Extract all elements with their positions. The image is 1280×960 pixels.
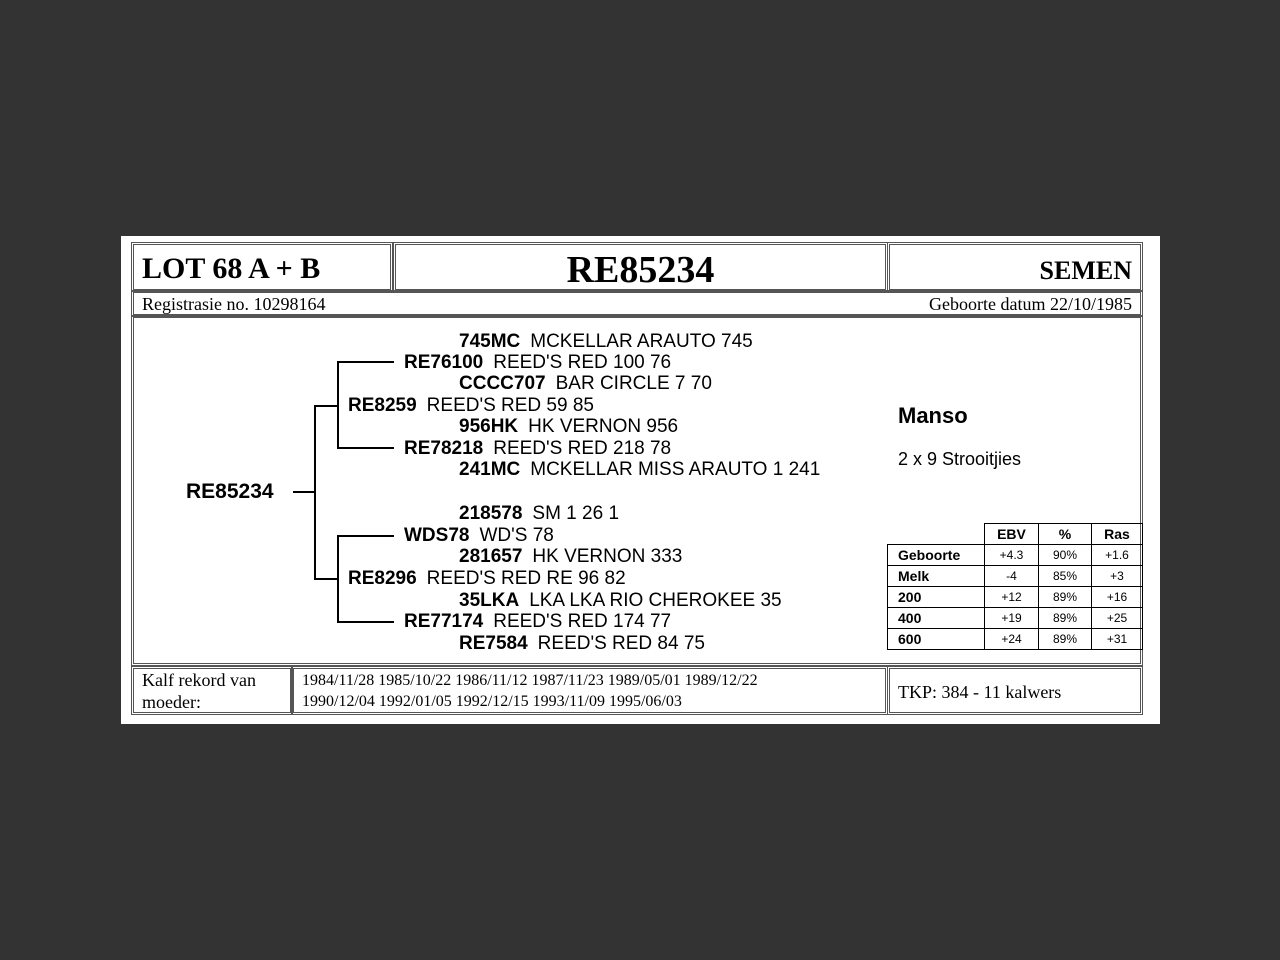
ebv-header-ras: Ras (1092, 524, 1143, 545)
animal-name: REED'S RED 174 77 (493, 611, 672, 632)
ebv-row-label: 600 (888, 629, 985, 650)
pedigree-sire-sire (404, 352, 671, 374)
animal-name: HK VERNON 956 (528, 416, 679, 437)
tree-dam-vertical (337, 535, 339, 623)
lot-box (131, 242, 393, 292)
pedigree-sire-dam (404, 438, 671, 460)
table-row (888, 608, 1143, 629)
ebv-breed-avg: +1.6 (1092, 545, 1143, 566)
tkp-summary: TKP: 384 - 11 kalwers (898, 682, 1062, 702)
tree-subject-stub (293, 491, 315, 493)
ebv-row-label: 200 (888, 587, 985, 608)
ebv-accuracy: 89% (1039, 587, 1092, 608)
pedigree-dam-sire (404, 525, 554, 547)
animal-code: 35LKA (459, 590, 520, 611)
animal-name: REED'S RED 84 75 (537, 633, 705, 654)
birth-date: Geboorte datum 22/10/1985 (929, 294, 1132, 314)
ebv-breed-avg: +31 (1092, 629, 1143, 650)
animal-name: WD'S 78 (479, 525, 554, 546)
tkp-box (887, 666, 1143, 715)
ebv-header-ebv: EBV (985, 524, 1039, 545)
animal-code: 745MC (459, 331, 521, 352)
animal-code: 218578 (459, 503, 523, 524)
ebv-header-percent: % (1039, 524, 1092, 545)
ebv-breed-avg: +16 (1092, 587, 1143, 608)
table-row (888, 566, 1143, 587)
animal-code: RE76100 (404, 352, 484, 373)
ebv-value: -4 (985, 566, 1039, 587)
ebv-table (887, 523, 1143, 650)
animal-name: REED'S RED RE 96 82 (426, 568, 626, 589)
animal-name: BAR CIRCLE 7 70 (555, 373, 712, 394)
animal-name: REED'S RED 59 85 (426, 395, 594, 416)
calf-record-label-line-1: Kalf rekord van (142, 670, 256, 690)
animal-name: SM 1 26 1 (532, 503, 620, 524)
tree-dam-dam-branch (337, 621, 394, 623)
animal-code: RE77174 (404, 611, 484, 632)
type-box (887, 242, 1143, 292)
tree-main-vertical (314, 405, 316, 580)
ebv-value: +24 (985, 629, 1039, 650)
calf-dates-box (291, 666, 888, 715)
ebv-header-blank (888, 524, 985, 545)
tree-sire-stub (314, 405, 337, 407)
ebv-breed-avg: +25 (1092, 608, 1143, 629)
ebv-value: +19 (985, 608, 1039, 629)
ebv-accuracy: 85% (1039, 566, 1092, 587)
registration-row (131, 290, 1143, 317)
straw-count: 2 x 9 Strooitjies (898, 449, 1022, 469)
animal-name: REED'S RED 100 76 (493, 352, 672, 373)
product-type: SEMEN (1039, 256, 1132, 285)
pedigree-sire-dam-sire (459, 416, 678, 438)
animal-name: REED'S RED 218 78 (493, 438, 672, 459)
animal-code: 281657 (459, 546, 523, 567)
animal-name: LKA LKA RIO CHEROKEE 35 (529, 590, 782, 611)
animal-code: WDS78 (404, 525, 470, 546)
pedigree-dam-dam-sire (459, 590, 782, 612)
registration-number: Registrasie no. 10298164 (142, 294, 326, 314)
animal-name: MCKELLAR MISS ARAUTO 1 241 (530, 459, 821, 480)
ebv-row-label: Melk (888, 566, 985, 587)
pedigree-sire-sire-dam (459, 373, 712, 395)
breeder-name: Manso (898, 403, 968, 428)
ebv-breed-avg: +3 (1092, 566, 1143, 587)
animal-code: 241MC (459, 459, 521, 480)
tree-sire-sire-branch (337, 361, 394, 363)
pedigree-sire-sire-sire (459, 331, 753, 353)
animal-code: RE8259 (348, 395, 417, 416)
tree-sire-dam-branch (337, 447, 394, 449)
tree-dam-sire-branch (337, 535, 394, 537)
tree-sire-vertical (337, 361, 339, 449)
pedigree-dam-sire-dam (459, 546, 682, 568)
animal-code: RE78218 (404, 438, 484, 459)
table-row (888, 629, 1143, 650)
pedigree-sire-dam-dam (459, 459, 820, 481)
animal-name: MCKELLAR ARAUTO 745 (530, 331, 753, 352)
ebv-row-label: 400 (888, 608, 985, 629)
ebv-header-row (888, 524, 1143, 545)
calf-record-label-line-2: moeder: (142, 692, 201, 712)
ebv-accuracy: 89% (1039, 629, 1092, 650)
pedigree-dam-dam (404, 611, 671, 633)
tree-dam-stub (314, 578, 337, 580)
calf-record-label-box (131, 666, 293, 715)
animal-code: RE7584 (459, 633, 528, 654)
animal-code: RE8296 (348, 568, 417, 589)
lot-number: LOT 68 A + B (142, 252, 321, 285)
ebv-row-label: Geboorte (888, 545, 985, 566)
animal-code: CCCC707 (459, 373, 546, 394)
table-row (888, 587, 1143, 608)
table-row (888, 545, 1143, 566)
ebv-value: +4.3 (985, 545, 1039, 566)
animal-id: RE85234 (566, 249, 715, 291)
animal-name: HK VERNON 333 (532, 546, 683, 567)
pedigree-dam (348, 568, 626, 590)
animal-code: 956HK (459, 416, 519, 437)
pedigree-sire (348, 395, 594, 417)
ebv-accuracy: 90% (1039, 545, 1092, 566)
pedigree-dam-dam-dam (459, 633, 705, 655)
ebv-value: +12 (985, 587, 1039, 608)
ebv-accuracy: 89% (1039, 608, 1092, 629)
calf-dates-line-2: 1990/12/04 1992/01/05 1992/12/15 1993/11/09 1995/06/03 (302, 693, 682, 710)
lot-card (121, 236, 1160, 724)
calf-dates-line-1: 1984/11/28 1985/10/22 1986/11/12 1987/11/23 1989/05/01 1989/12/22 (302, 672, 758, 689)
pedigree-dam-sire-sire (459, 503, 619, 525)
pedigree-subject: RE85234 (186, 480, 274, 503)
animal-id-box (393, 242, 888, 292)
